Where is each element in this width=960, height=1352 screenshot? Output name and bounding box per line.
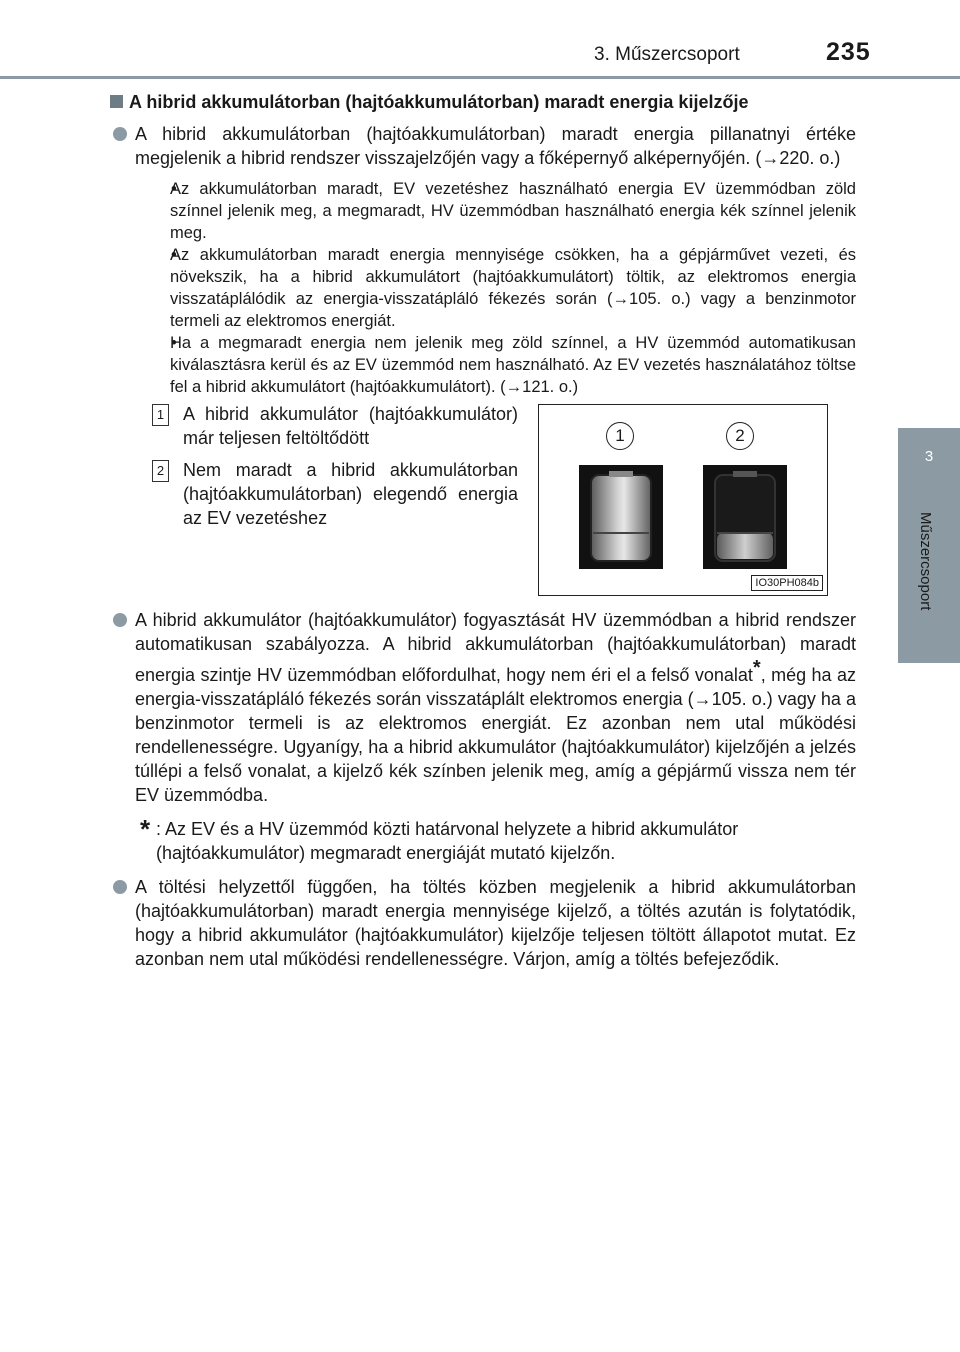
chapter-number: 3 [924, 448, 934, 465]
square-bullet-icon [110, 95, 123, 108]
circle-bullet-icon [113, 127, 127, 141]
footnote [110, 814, 856, 865]
figure-label-1: 1 [606, 422, 634, 450]
figure-row [110, 402, 856, 608]
footnote-star: * [140, 814, 151, 844]
battery-full-icon [579, 465, 663, 569]
page-content [110, 90, 856, 971]
paragraph-2-text-b: , még ha az energia-visszatápláló fékezés során visszatáplált elektromos energia (→105. o.) vagy ha a benzinmotor termeli is az elektromos energiát. Ez azonban nem utal működési rendellenességre. Ugyanígy, ha a hibrid akkumulátor (hajtóakkumulátor) kijelzőjén a jelzés túllépi a felső vonalat, a kijelző kék színben jelenik meg, amíg a gépjármű vissza nem tér EV üzemmódba. [135, 665, 856, 805]
paragraph-3-text: A töltési helyzettől függően, ha töltés közben megjelenik a hibrid akkumulátorban (hajtóakkumulátorban) maradt energia mennyisége kijelző, a töltés azután is folytatódik, hogy a hibrid akkumulátor (hajtóakkumulátor) kijelzője teljesen töltött állapotot mutat. Ez azonban nem utal működési rendellenességre. Várjon, amíg a töltés befejeződik. [135, 877, 856, 969]
sub-bullet-item: • Az akkumulátorban maradt, EV vezetéshez használható energia EV üzemmódban zöld színnel jelenik meg, a megmaradt, HV üzemmódban használható energia kék színnel jelenik meg. [135, 178, 856, 244]
legend-item-1 [152, 402, 518, 450]
page-number: 235 [826, 38, 871, 66]
battery-figure [538, 404, 828, 596]
section-heading [110, 90, 856, 114]
circle-bullet-icon [113, 613, 127, 627]
figure-label-2: 2 [726, 422, 754, 450]
figure-code: IO30PH084b [751, 575, 823, 591]
legend-item-2 [152, 458, 518, 530]
paragraph-2-text-a: A hibrid akkumulátor (hajtóakkumulátor) fogyasztását HV üzemmódban a hibrid rendszer automatikusan szabályozza. A hibrid akkumulátorban (hajtóakkumulátorban) maradt energia szintje HV üzemmódban előfordulhat, hogy nem éri el a felső vonalat [135, 610, 856, 685]
legend-text: A hibrid akkumulátor (hajtóakkumulátor) már teljesen feltöltődött [183, 404, 518, 448]
figure-legend [152, 402, 518, 538]
paragraph-1-text: A hibrid akkumulátorban (hajtóakkumulátorban) maradt energia pillanatnyi értéke megjelenik a hibrid rendszer visszajelzőjén vagy a főképernyő alképernyőjén. (→220. o.) [135, 124, 856, 168]
chapter-label: Műszercsoport [917, 512, 934, 611]
footnote-marker: * [752, 657, 761, 679]
header-rule [0, 76, 960, 79]
section-title: 3. Műszercsoport [594, 44, 740, 65]
battery-low-icon [703, 465, 787, 569]
paragraph-3 [110, 875, 856, 971]
legend-number: 1 [152, 404, 169, 426]
heading-text: A hibrid akkumulátorban (hajtóakkumulátorban) maradt energia kijelzője [129, 92, 749, 112]
legend-text: Nem maradt a hibrid akkumulátorban (hajtóakkumulátorban) elegendő energia az EV vezetéshez [183, 460, 518, 528]
legend-number: 2 [152, 460, 169, 482]
paragraph-1 [110, 122, 856, 398]
battery-illustration [539, 405, 829, 597]
footnote-text: : Az EV és a HV üzemmód közti határvonal helyzete a hibrid akkumulátor (hajtóakkumulátor) megmaradt energiáját mutató kijelzőn. [156, 819, 739, 863]
sub-bullet-list [135, 178, 856, 398]
sub-bullet-item: • Az akkumulátorban maradt energia mennyisége csökken, ha a gépjárművet vezeti, és növekszik, ha a hibrid akkumulátort (hajtóakkumulátort) töltik, az elektromos energia visszatáplálódik az energia-visszatápláló fékezés során (→105. o.) vagy a benzinmotor termeli az elektromos energiát. [135, 244, 856, 332]
paragraph-2 [110, 608, 856, 807]
circle-bullet-icon [113, 880, 127, 894]
sub-bullet-item: • Ha a megmaradt energia nem jelenik meg zöld színnel, a HV üzemmód automatikusan kiválasztásra kerül és az EV üzemmód nem használható. Az EV vezetés használatához töltse fel a hibrid akkumulátort (hajtóakkumulátort). (→121. o.) [135, 332, 856, 398]
